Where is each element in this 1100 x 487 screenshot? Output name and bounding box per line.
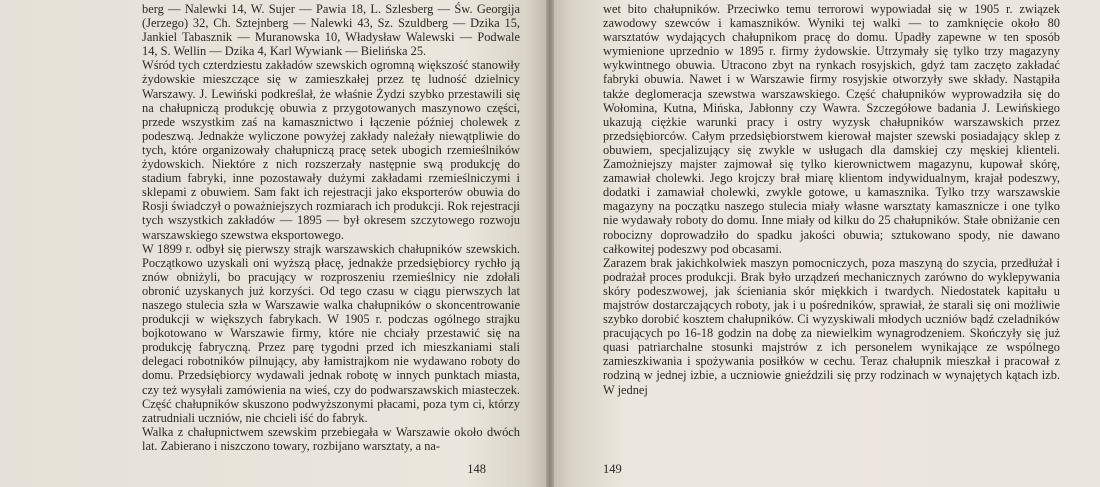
left-page-text xyxy=(142,2,520,453)
right-page xyxy=(548,0,1100,487)
book-gutter xyxy=(546,0,554,487)
paragraph: berg — Nalewki 14, W. Sujer — Pawia 18, L. Szlesberg — Św. Georgija (Jerzego) 32, Ch. Sztejnberg — Nalewki 43, Sz. Szuldberg — Dzika 15, Jankiel Tabasznik — Muranowska 10, Władysław Walewski — Podwale 14, S. Wellin — Dzika 4, Karl Wywiank — Bielińska 25. xyxy=(142,2,520,59)
paragraph: wet bito chałupników. Przeciwko temu terrorowi wypowiadał się w 1905 r. związek zawodowy szewców i kamaszników. Wyniki tej walki — to zamknięcie około 80 warsztatów wydających chałupnikom pracę do domu. Upadły zapewne w ten sposób wymienione uprzednio w 1895 r. firmy żydowskie. Utrzymały się tylko trzy magazyny wykwintnego obuwia. Utracono zbyt na rynkach rosyjskich, gdyż tam zaczęto zakładać fabryki obuwia. Nawet i w Warszawie firmy rosyjskie otworzyły swe składy. Nastąpiła także deglomeracja szewstwa warszawskiego. Część chałupników wyprowadziła się do Wołomina, Kutna, Mińska, Jabłonny czy Wawra. Szczegółowe badania J. Lewińskiego ukazują ciężkie warunki pracy i ostry wyzysk chałupników warszawskich przez przedsiębiorców. Całym przedsiębiorstwem kierował majster szewski posiadający sklep z obuwiem, specjalizujący się zwykle w usługach dla damskiej czy męskiej klienteli. Zamożniejszy majster zajmował się tylko kierownictwem magazynu, kupował skórę, zamawiał cholewki. Jego krojczy brał miarę klientom indywidualnym, krajał podeszwy, dodatki i zamawiał cholewki, zwykle gotowe, u kamasznika. Tylko trzy warszawskie magazyny na początku naszego stulecia miały własne warsztaty kamasznicze i one tylko nie wydawały roboty do domu. Inne miały od kilku do 25 chałupników. Stałe obniżanie cen robocizny doprowadziło do spadku jakości obuwia; sztukowano spody, nie dawano całkowitej podeszwy pod obcasami. xyxy=(603,2,1060,256)
paragraph: Walka z chałupnictwem szewskim przebiegała w Warszawie około dwóch lat. Zabierano i niszczono towary, rozbijano warsztaty, a na- xyxy=(142,424,520,453)
left-page xyxy=(0,0,548,487)
paragraph: W 1899 r. odbył się pierwszy strajk warszawskich chałupników szewskich. Początkowo uzyskali oni wyższą płacę, jednakże przedsiębiorcy rychło ją znów obniżyli, bo pracujący w rozproszeniu rzemieślnicy nie zdołali obronić uzyskanych już korzyści. Od tego czasu w ciągu pierwszych lat naszego stulecia szła w Warszawie walka chałupników o skoncentrowanie produkcji w większych fabrykach. W 1905 r. podczas ogólnego strajku bojkotowano w Warszawie firmy, które nie chciały przestawić się na produkcję fabryczną. Przez parę tygodni przed ich mieszkaniami stali delegaci robotników pilnujący, aby łamistrajkom nie wydawano roboty do domu. Przedsiębiorcy wydawali jednak robotę w innych punktach miasta, czy też wysyłali zamówienia na wieś, czy do podwarszawskich miasteczek. Część chałupników skuszono podwyższonymi płacami, poza tym ci, którzy zatrudniali uczniów, nie chcieli iść do fabryk. xyxy=(142,241,520,425)
page-number: 149 xyxy=(603,462,622,476)
right-page-text xyxy=(603,2,1060,397)
paragraph: Wśród tych czterdziestu zakładów szewskich ogromną większość stanowiły żydowskie mieszczące się w zamieszkałej przez tę ludność dzielnicy Warszawy. J. Lewiński podkreślał, że właśnie Żydzi szybko przestawili się na chałupniczą produkcję obuwia z przygotowanych maszynowo części, przede wszystkim zaś na kamasznictwo i łączenie później cholewek z podeszwą. Jednakże wyliczone powyżej zakłady należały niewątpliwie do tych, które organizowały chałupniczą pracę setek ubogich rzemieślników żydowskich. Niektóre z nich rozszerzały następnie swą produkcję do stadium fabryki, inne pozostawały dużymi zakładami rzemieślniczymi i sklepami z obuwiem. Sam fakt ich rejestracji jako eksporterów obuwia do Rosji świadczył o poważniejszych rozmiarach ich produkcji. Rok rejestracji tych wszystkich zakładów — 1895 — był okresem szczytowego rozwoju warszawskiego szewstwa eksportowego. xyxy=(142,58,520,242)
page-number: 148 xyxy=(467,462,486,476)
paragraph: Zarazem brak jakichkolwiek maszyn pomocniczych, poza maszyną do szycia, przedłużał i podrażał proces produkcji. Brak było urządzeń mechanicznych zarówno do wyklepywania skóry podeszwowej, jak ścieniania skór miękkich i twardych. Niedostatek kapitału u majstrów dostarczających roboty, jak i u pośredników, sprawiał, że starali się oni możliwie szybko dorobić kosztem chałupników. Ci wyzyskiwali młodych uczniów bądź czeladników pracujących po 16-18 godzin na dobę za niewielkim wynagrodzeniem. Skończyły się już quasi patriarchalne stosunki majstrów z ich personelem wynikające ze wspólnego zamieszkiwania i spożywania posiłków w cechu. Teraz chałupnik mieszkał i pracował z rodziną w jednej izbie, a uczniowie gnieździli się przy rodzinach w wynajętych kątach izb. W jednej xyxy=(603,255,1060,397)
